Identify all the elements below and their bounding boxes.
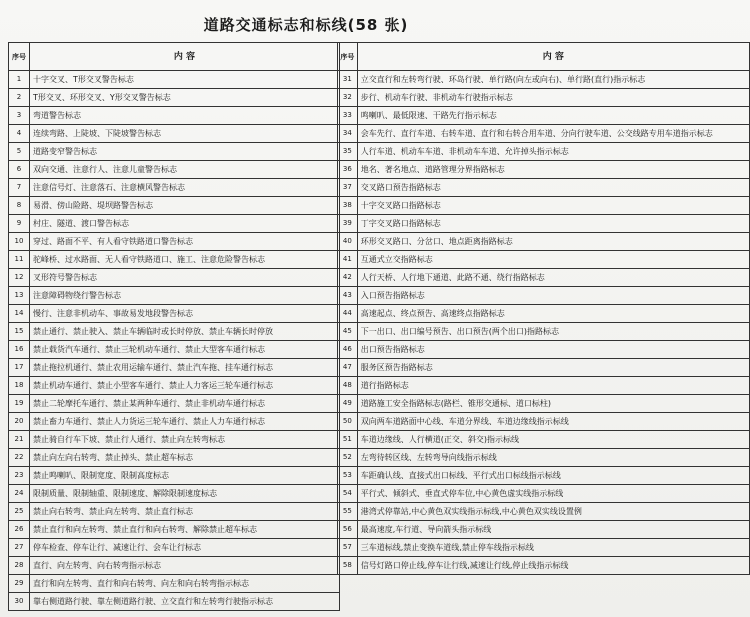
row-number: 26 [9,521,30,539]
row-content: 注意信号灯、注意落石、注意横风警告标志 [30,179,340,197]
table-row [9,413,340,431]
row-number: 37 [338,179,358,197]
table-row [338,521,750,539]
row-content: 信号灯路口停止线,停车让行线,减速让行线,停止线指示标线 [357,557,749,575]
table-row [338,143,750,161]
table-row [338,107,750,125]
row-number: 53 [338,467,358,485]
table-row [338,161,750,179]
row-number: 49 [338,395,358,413]
table-row [9,305,340,323]
row-number: 15 [9,323,30,341]
row-content: 会车先行、直行车道、右转车道、直行和右转合用车道、分向行驶车道、公交线路专用车道指示标志 [357,125,749,143]
row-content: 地名、著名地点、道路管理分界指路标志 [357,161,749,179]
table-row [338,503,750,521]
table-row [338,557,750,575]
table-row [9,521,340,539]
row-content: 易滑、傍山险路、堤坝路警告标志 [30,197,340,215]
table-row [9,485,340,503]
row-content: 限制质量、限制轴重、限制速度、解除限制速度标志 [30,485,340,503]
row-number: 30 [9,593,30,611]
row-number: 38 [338,197,358,215]
row-number: 34 [338,125,358,143]
table-row [338,431,750,449]
row-number: 43 [338,287,358,305]
table-row [338,449,750,467]
row-content: 车距确认线、直接式出口标线、平行式出口标线指示标线 [357,467,749,485]
row-content: 入口预告指路标志 [357,287,749,305]
row-number: 48 [338,377,358,395]
header-no: 序号 [9,43,30,71]
table-row [338,215,750,233]
row-content: 高速起点、终点预告、高速终点指路标志 [357,305,749,323]
row-number: 46 [338,341,358,359]
row-content: 禁止畜力车通行、禁止人力货运三轮车通行、禁止人力车通行标志 [30,413,340,431]
table-row [9,467,340,485]
row-number: 27 [9,539,30,557]
table-row [9,575,340,593]
row-number: 7 [9,179,30,197]
row-content: 步行、机动车行驶、非机动车行驶指示标志 [357,89,749,107]
row-content: 连续弯路、上陡坡、下陡坡警告标志 [30,125,340,143]
row-number: 36 [338,161,358,179]
row-content: 人行天桥、人行地下通道、此路不通、绕行指路标志 [357,269,749,287]
table-row [9,161,340,179]
header-content: 内 容 [30,43,340,71]
row-number: 32 [338,89,358,107]
table-row [338,395,750,413]
row-content: 左弯待转区线、左转弯导向线指示标线 [357,449,749,467]
table-row [9,359,340,377]
row-number: 31 [338,71,358,89]
row-number: 52 [338,449,358,467]
table-row [338,197,750,215]
row-content: 禁止二轮摩托车通行、禁止某两种车通行、禁止非机动车通行标志 [30,395,340,413]
row-content: 互通式立交指路标志 [357,251,749,269]
table-row [338,467,750,485]
row-content: 直行和向左转弯、直行和向右转弯、向左和向右转弯指示标志 [30,575,340,593]
table-row [9,323,340,341]
table-row [9,395,340,413]
table-row [338,305,750,323]
row-content: 鸣喇叭、最低限速、干路先行指示标志 [357,107,749,125]
row-number: 54 [338,485,358,503]
row-content: 弯道警告标志 [30,107,340,125]
table-row [9,593,340,611]
row-number: 44 [338,305,358,323]
header-no: 序号 [338,43,358,71]
row-number: 50 [338,413,358,431]
table-row [9,233,340,251]
row-content: 禁止骑自行车下坡、禁止行人通行、禁止向左转弯标志 [30,431,340,449]
row-content: 禁止向左向右转弯、禁止掉头、禁止超车标志 [30,449,340,467]
table-row [9,197,340,215]
table-row [9,215,340,233]
row-content: 禁止鸣喇叭、限制宽度、限制高度标志 [30,467,340,485]
table-row [338,413,750,431]
row-number: 12 [9,269,30,287]
row-number: 17 [9,359,30,377]
row-content: 注意障碍物绕行警告标志 [30,287,340,305]
row-content: 人行车道、机动车车道、非机动车车道、允许掉头指示标志 [357,143,749,161]
left-table [8,42,340,611]
row-number: 6 [9,161,30,179]
table-row [9,179,340,197]
row-content: 叉形符号警告标志 [30,269,340,287]
row-number: 19 [9,395,30,413]
row-content: 直行、向左转弯、向右转弯指示标志 [30,557,340,575]
row-content: 双向两车道路面中心线、车道分界线、车道边缘线指示标线 [357,413,749,431]
row-number: 8 [9,197,30,215]
header-content: 内 容 [357,43,749,71]
row-content: 穿过、路面不平、有人看守铁路道口警告标志 [30,233,340,251]
table-row [338,269,750,287]
table-row [9,287,340,305]
row-content: 停车检查、停车让行、减速让行、会车让行标志 [30,539,340,557]
table-row [9,107,340,125]
row-content: 交叉路口预告指路标志 [357,179,749,197]
row-number: 14 [9,305,30,323]
row-content: T形交叉、环形交叉、Y形交叉警告标志 [30,89,340,107]
row-number: 45 [338,323,358,341]
row-content: 环形交叉路口、分岔口、地点距离指路标志 [357,233,749,251]
row-content: 服务区预告指路标志 [357,359,749,377]
table-row [9,251,340,269]
row-number: 55 [338,503,358,521]
row-content: 立交直行和左转弯行驶、环岛行驶、单行路(向左或向右)、单行路(直行)指示标志 [357,71,749,89]
table-row [9,449,340,467]
row-content: 最高速度,车行道、导向箭头指示标线 [357,521,749,539]
row-content: 十字交叉路口指路标志 [357,197,749,215]
table-row [338,485,750,503]
row-number: 2 [9,89,30,107]
row-number: 9 [9,215,30,233]
row-number: 5 [9,143,30,161]
row-number: 24 [9,485,30,503]
row-content: 道行指路标志 [357,377,749,395]
row-number: 23 [9,467,30,485]
table-row [9,269,340,287]
table-row [9,71,340,89]
row-content: 禁止直行和向左转弯、禁止直行和向右转弯、解除禁止超车标志 [30,521,340,539]
row-number: 20 [9,413,30,431]
row-content: 三车道标线,禁止变换车道线,禁止停车线指示标线 [357,539,749,557]
table-row [9,539,340,557]
row-number: 3 [9,107,30,125]
row-content: 丁字交叉路口指路标志 [357,215,749,233]
table-row [338,287,750,305]
table-row [338,359,750,377]
row-number: 57 [338,539,358,557]
table-row [338,539,750,557]
row-number: 11 [9,251,30,269]
row-number: 58 [338,557,358,575]
row-content: 禁止机动车通行、禁止小型客车通行、禁止人力客运三轮车通行标志 [30,377,340,395]
row-content: 出口预告指路标志 [357,341,749,359]
table-row [9,557,340,575]
table-header [9,43,340,71]
row-number: 40 [338,233,358,251]
table-row [9,125,340,143]
table-row [338,377,750,395]
row-number: 22 [9,449,30,467]
row-content: 道路施工安全指路标志(路栏、锥形交通标、道口标柱) [357,395,749,413]
row-content: 慢行、注意非机动车、事故易发地段警告标志 [30,305,340,323]
row-number: 51 [338,431,358,449]
row-number: 47 [338,359,358,377]
row-number: 16 [9,341,30,359]
table-row [9,341,340,359]
table-header [338,43,750,71]
row-number: 1 [9,71,30,89]
row-number: 33 [338,107,358,125]
row-number: 21 [9,431,30,449]
row-content: 下一出口、出口编号预告、出口预告(两个出口)指路标志 [357,323,749,341]
row-content: 双向交通、注意行人、注意儿童警告标志 [30,161,340,179]
row-number: 42 [338,269,358,287]
row-content: 十字交叉、T形交叉警告标志 [30,71,340,89]
row-number: 35 [338,143,358,161]
row-number: 10 [9,233,30,251]
right-table [337,42,750,575]
table-row [338,341,750,359]
row-content: 车道边缘线、人行横道(正交、斜交)指示标线 [357,431,749,449]
table-row [9,89,340,107]
table-row [9,431,340,449]
row-content: 驼峰桥、过水路面、无人看守铁路道口、施工、注意危险警告标志 [30,251,340,269]
row-number: 4 [9,125,30,143]
row-content: 村庄、隧道、渡口警告标志 [30,215,340,233]
row-number: 41 [338,251,358,269]
row-content: 平行式、倾斜式、垂直式停车位,中心黄色虚实线指示标线 [357,485,749,503]
row-number: 13 [9,287,30,305]
table-row [338,233,750,251]
table-row [338,251,750,269]
row-number: 25 [9,503,30,521]
row-content: 道路变窄警告标志 [30,143,340,161]
row-content: 禁止载货汽车通行、禁止三轮机动车通行、禁止大型客车通行标志 [30,341,340,359]
table-row [338,125,750,143]
table-row [338,179,750,197]
row-content: 禁止向右转弯、禁止向左转弯、禁止直行标志 [30,503,340,521]
table-row [9,503,340,521]
page-title: 道路交通标志和标线(58 张) [203,16,409,34]
row-content: 禁止拖拉机通行、禁止农用运输车通行、禁止汽车拖、挂车通行标志 [30,359,340,377]
table-row [9,143,340,161]
table-row [338,323,750,341]
row-number: 56 [338,521,358,539]
row-number: 29 [9,575,30,593]
row-content: 禁止通行、禁止驶入、禁止车辆临时或长时停放、禁止车辆长时停放 [30,323,340,341]
table-row [9,377,340,395]
row-content: 靠右侧道路行驶、靠左侧道路行驶、立交直行和左转弯行驶指示标志 [30,593,340,611]
row-number: 18 [9,377,30,395]
row-content: 港湾式停靠站,中心黄色双实线指示标线,中心黄色双实线设置例 [357,503,749,521]
row-number: 28 [9,557,30,575]
row-number: 39 [338,215,358,233]
table-row [338,71,750,89]
table-row [338,89,750,107]
